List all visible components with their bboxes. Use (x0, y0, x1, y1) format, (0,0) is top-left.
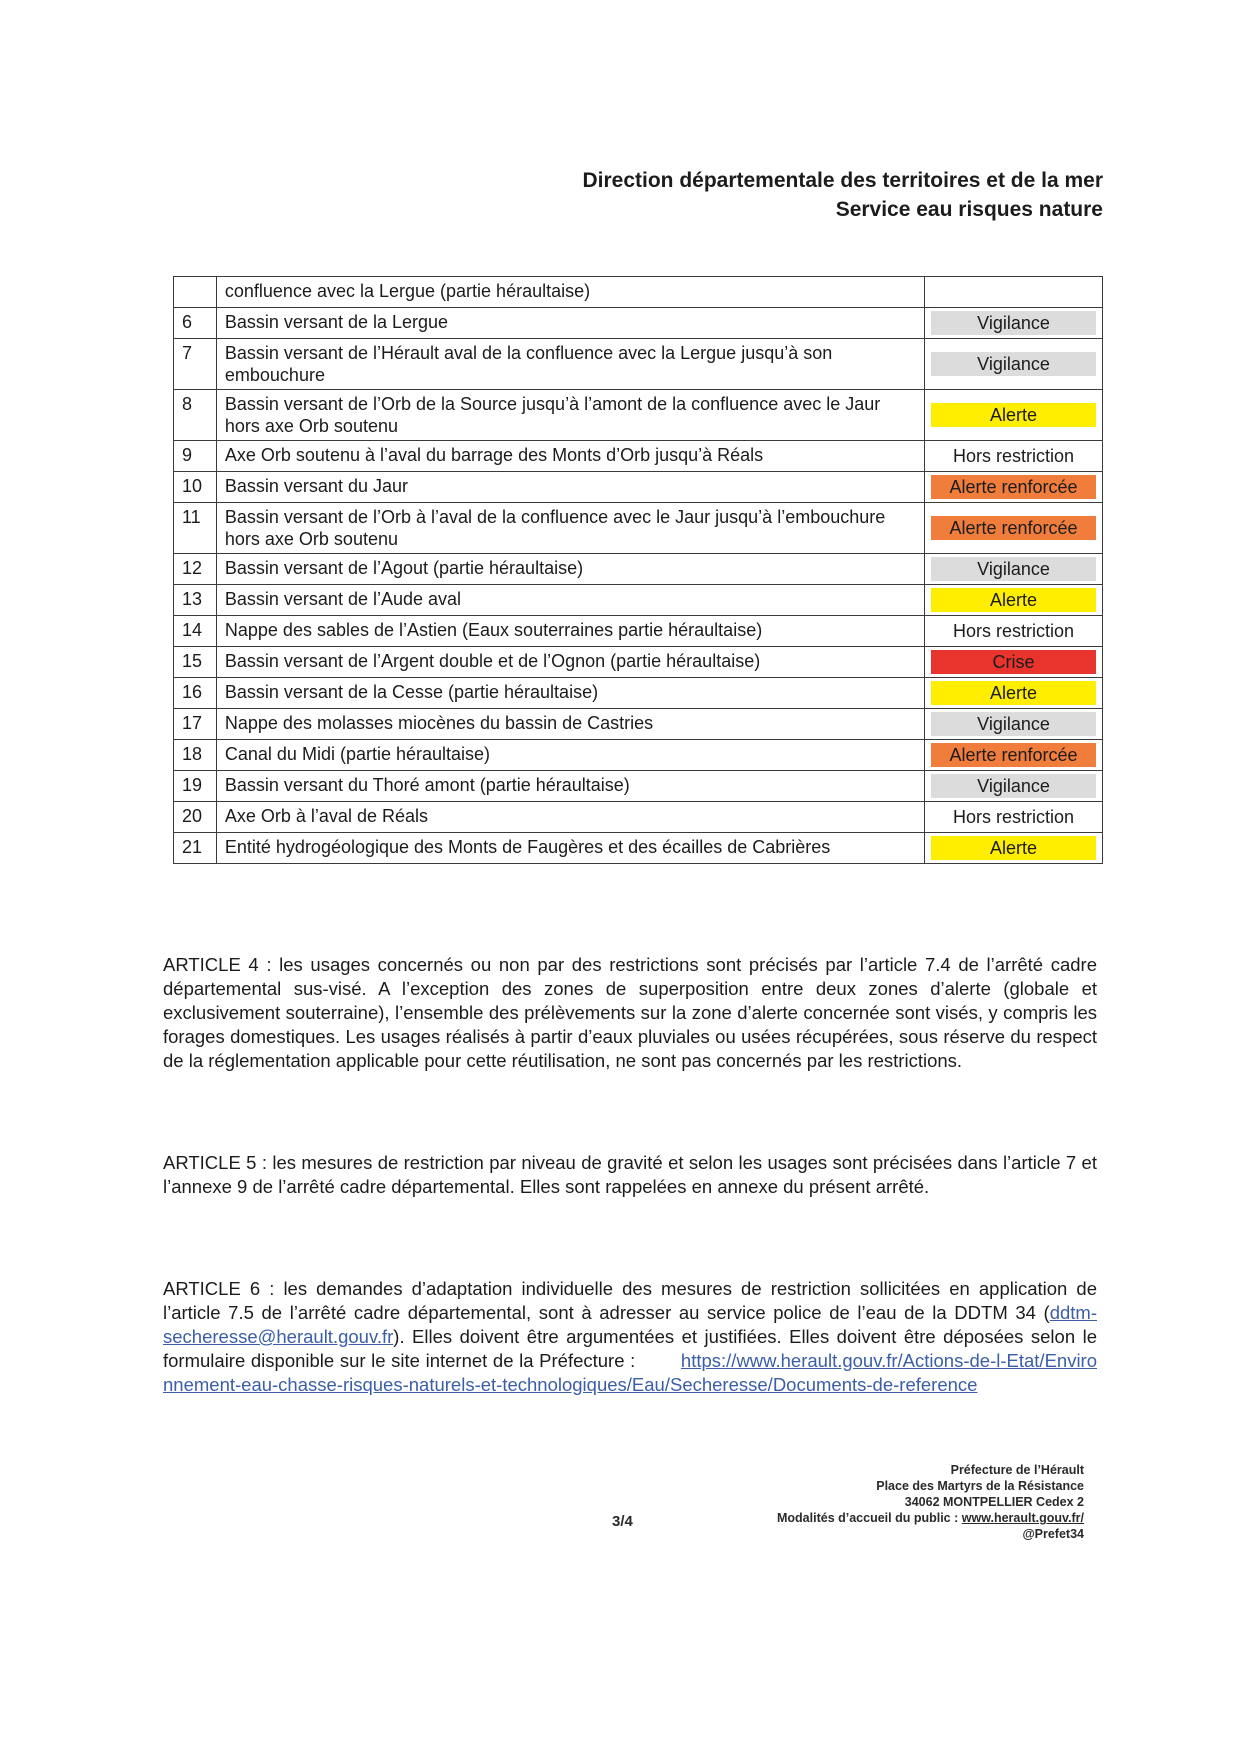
table-row (174, 277, 1103, 308)
table-row (174, 709, 1103, 740)
article-6-text-after: ). Elles doivent être argumentées et justifiées. Elles doivent être déposées selon le formulaire disponible sur le site internet de la Préfecture : (163, 1326, 1097, 1371)
zone-number: 20 (174, 802, 217, 833)
zone-name: Bassin versant de la Lergue (216, 308, 924, 339)
zone-name: Bassin versant du Thoré amont (partie héraultaise) (216, 771, 924, 802)
zone-name: Bassin versant de l’Agout (partie héraultaise) (216, 554, 924, 585)
zone-number: 15 (174, 647, 217, 678)
footer-reception (777, 1510, 1084, 1526)
zone-name: Bassin versant du Jaur (216, 472, 924, 503)
article-5 (163, 1151, 1097, 1199)
zone-level-cell (925, 709, 1103, 740)
zone-name: Bassin versant de l’Orb à l’aval de la confluence avec le Jaur jusqu’à l’embouchure hors axe Orb soutenu (216, 503, 924, 554)
zone-level-cell (925, 390, 1103, 441)
zone-name: Nappe des sables de l’Astien (Eaux souterraines partie héraultaise) (216, 616, 924, 647)
zone-level-cell (925, 585, 1103, 616)
zone-number: 12 (174, 554, 217, 585)
alert-zones-table-body (174, 277, 1103, 864)
zone-name: Bassin versant de la Cesse (partie héraultaise) (216, 678, 924, 709)
page-header (582, 166, 1103, 224)
table-row (174, 308, 1103, 339)
table-row (174, 503, 1103, 554)
zone-name: Axe Orb soutenu à l’aval du barrage des Monts d’Orb jusqu’à Réals (216, 441, 924, 472)
zone-name: Nappe des molasses miocènes du bassin de Castries (216, 709, 924, 740)
zone-number: 13 (174, 585, 217, 616)
alert-level-badge: Hors restriction (953, 807, 1075, 827)
table-row (174, 472, 1103, 503)
header-service: Service eau risques nature (835, 198, 1103, 221)
alert-level-badge: Alerte (931, 681, 1096, 705)
alert-level-badge: Crise (931, 650, 1096, 674)
article-6-text-before: ARTICLE 6 : les demandes d’adaptation individuelle des mesures de restriction sollicitées en application de l’article 7.5 de l’arrêté cadre départemental, sont à adresser au service police de l’eau de la DDTM 34 ( (163, 1278, 1097, 1323)
alert-level-badge: Alerte renforcée (931, 516, 1096, 540)
page-number: 3/4 (612, 1513, 633, 1530)
zone-level-cell (925, 647, 1103, 678)
table-row (174, 390, 1103, 441)
zone-level-cell (925, 277, 1103, 308)
zone-level-cell (925, 740, 1103, 771)
zone-number: 17 (174, 709, 217, 740)
alert-level-badge: Vigilance (931, 311, 1096, 335)
zone-level-cell (925, 441, 1103, 472)
zone-number (174, 277, 217, 308)
zone-number: 6 (174, 308, 217, 339)
article-5-text: ARTICLE 5 : les mesures de restriction par niveau de gravité et selon les usages sont précisées dans l’article 7 et l’annexe 9 de l’arrêté cadre départemental. Elles sont rappelées en annexe du présent arrêté. (163, 1152, 1097, 1197)
zone-number: 16 (174, 678, 217, 709)
zone-level-cell (925, 771, 1103, 802)
zone-level-cell (925, 554, 1103, 585)
zone-level-cell (925, 503, 1103, 554)
table-row (174, 802, 1103, 833)
table-row (174, 616, 1103, 647)
zone-name: Bassin versant de l’Hérault aval de la confluence avec la Lergue jusqu’à son embouchure (216, 339, 924, 390)
zone-level-cell (925, 678, 1103, 709)
zone-number: 10 (174, 472, 217, 503)
table-row (174, 678, 1103, 709)
zone-number: 14 (174, 616, 217, 647)
table-row (174, 339, 1103, 390)
alert-level-badge: Alerte (931, 836, 1096, 860)
table-row (174, 771, 1103, 802)
article-4-text: ARTICLE 4 : les usages concernés ou non par des restrictions sont précisés par l’article 7.4 de l’arrêté cadre départemental sus-visé. A l’exception des zones de superposition entre deux zones d’alerte (globale et exclusivement souterraine), l’ensemble des prélèvements sur la zone d’alerte concernée sont visés, y compris les forages domestiques. Les usages réalisés à partir d’eaux pluviales ou usées récupérées, sous réserve du respect de la réglementation applicable pour cette réutilisation, ne sont pas concernés par les restrictions. (163, 954, 1097, 1071)
article-6 (163, 1277, 1097, 1397)
zone-number: 7 (174, 339, 217, 390)
header-direction: Direction départementale des territoires et de la mer (582, 169, 1103, 192)
alert-level-badge: Vigilance (931, 774, 1096, 798)
alert-level-badge (931, 280, 1096, 304)
alert-level-badge: Alerte renforcée (931, 475, 1096, 499)
zone-level-cell (925, 308, 1103, 339)
table-row (174, 441, 1103, 472)
zone-name: Axe Orb à l’aval de Réals (216, 802, 924, 833)
zone-number: 11 (174, 503, 217, 554)
alert-level-badge: Hors restriction (953, 621, 1075, 641)
alert-level-badge: Vigilance (931, 557, 1096, 581)
zone-name: confluence avec la Lergue (partie héraultaise) (216, 277, 924, 308)
zone-name: Bassin versant de l’Aude aval (216, 585, 924, 616)
table-row (174, 554, 1103, 585)
table-row (174, 833, 1103, 864)
zone-level-cell (925, 339, 1103, 390)
zone-number: 9 (174, 441, 217, 472)
footer-website-link[interactable]: www.herault.gouv.fr/ (961, 1511, 1084, 1525)
zone-level-cell (925, 833, 1103, 864)
zone-name: Bassin versant de l’Argent double et de l’Ognon (partie héraultaise) (216, 647, 924, 678)
zone-name: Entité hydrogéologique des Monts de Faugères et des écailles de Cabrières (216, 833, 924, 864)
footer-address (777, 1462, 1084, 1542)
zone-number: 21 (174, 833, 217, 864)
prefecture-url-link[interactable]: https://www.herault.gouv.fr/Actions-de-l-Etat/Environnement-eau-chasse-risques-naturels-et-technologiques/Eau/Secheresse/Documents-de-reference (163, 1350, 1098, 1395)
footer-street: Place des Martyrs de la Résistance (876, 1479, 1084, 1493)
alert-level-badge: Alerte renforcée (931, 743, 1096, 767)
zone-number: 18 (174, 740, 217, 771)
footer-reception-label: Modalités d’accueil du public : (777, 1511, 959, 1525)
alert-level-badge: Hors restriction (953, 446, 1075, 466)
zone-level-cell (925, 802, 1103, 833)
zone-level-cell (925, 616, 1103, 647)
alert-level-badge: Vigilance (931, 352, 1096, 376)
zone-name: Canal du Midi (partie héraultaise) (216, 740, 924, 771)
zone-number: 8 (174, 390, 217, 441)
ddtm-email-link[interactable]: ddtm-secheresse@herault.gouv.fr (163, 1302, 1097, 1347)
alert-level-badge: Vigilance (931, 712, 1096, 736)
footer-city: 34062 MONTPELLIER Cedex 2 (904, 1495, 1084, 1509)
footer-prefecture: Préfecture de l’Hérault (950, 1463, 1084, 1477)
article-4 (163, 953, 1097, 1073)
zone-name: Bassin versant de l’Orb de la Source jusqu’à l’amont de la confluence avec le Jaur hors axe Orb soutenu (216, 390, 924, 441)
alert-zones-table (173, 276, 1103, 864)
footer-twitter: @Prefet34 (1022, 1527, 1084, 1541)
zone-number: 19 (174, 771, 217, 802)
table-row (174, 585, 1103, 616)
alert-level-badge: Alerte (931, 588, 1096, 612)
table-row (174, 740, 1103, 771)
alert-level-badge: Alerte (931, 403, 1096, 427)
zone-level-cell (925, 472, 1103, 503)
table-row (174, 647, 1103, 678)
